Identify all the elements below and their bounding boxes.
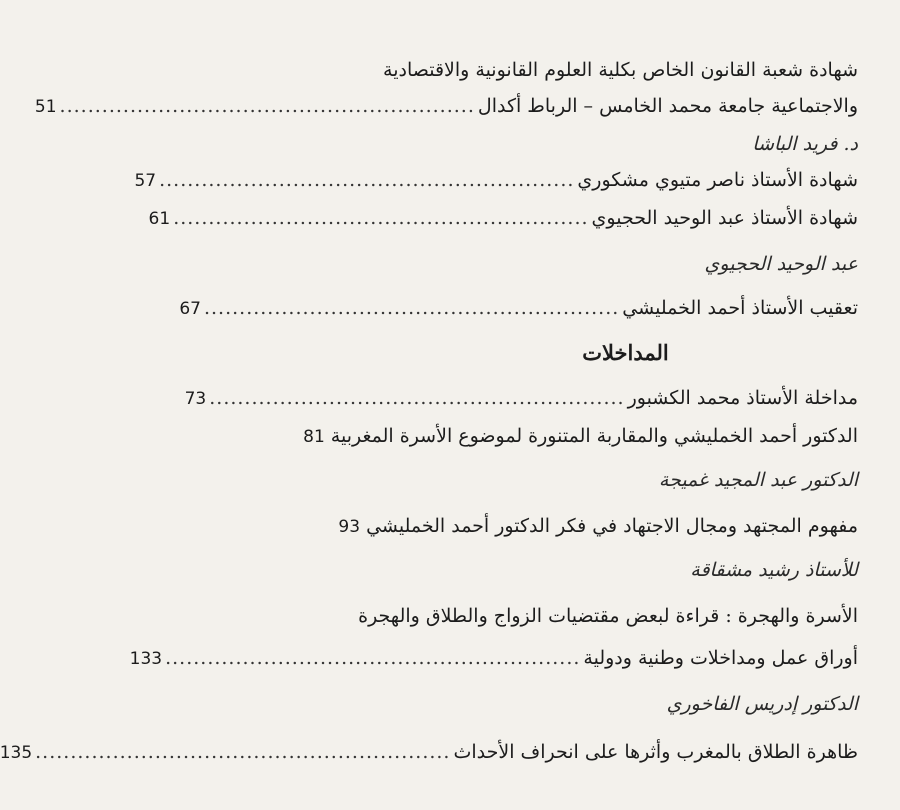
entry-title: شهادة الأستاذ عبد الوحيد الحجيوي [591,207,858,229]
toc-line [381,56,858,84]
author-line [381,250,858,278]
section-title: المداخلات [582,340,669,365]
entry-title: ظاهرة الطلاق بالمغرب وأثرها على انحراف الأحداث [453,741,858,763]
toc-line [358,602,858,630]
author-name: د. فريد الباشا [752,133,858,155]
page-number: 67 [179,299,201,319]
entry-title: مفهوم المجتهد ومجال الاجتهاد في فكر الدكتور أحمد الخمليشي [366,515,858,537]
entry-title: شهادة شعبة القانون الخاص بكلية العلوم القانونية والاقتصادية [383,59,858,81]
page-number: 73 [184,389,207,409]
dot-leader: ........................................................... [159,169,575,191]
page-number: 93 [338,517,361,537]
toc-entry[interactable] [129,644,858,673]
author-line [381,690,858,718]
page-number: 61 [148,209,171,229]
page-number: 135 [0,743,33,763]
author-line [381,556,858,584]
entry-title: الأسرة والهجرة : قراءة لبعض مقتضيات الزواج والطلاق والهجرة [358,605,858,627]
entry-title: والاجتماعية جامعة محمد الخامس – الرباط أكدال [477,95,858,117]
author-line [381,130,858,158]
toc-entry[interactable] [34,92,858,121]
author-name: عبد الوحيد الحجيوي [704,253,858,275]
dot-leader: ........................................................... [203,297,620,319]
entry-title: تعقيب الأستاذ أحمد الخمليشي [622,297,858,319]
entry-title: شهادة الأستاذ ناصر متيوي مشكوري [577,169,858,191]
page-number: 57 [134,171,157,191]
entry-title: أوراق عمل ومداخلات وطنية ودولية [583,647,858,669]
toc-entry[interactable] [184,384,858,413]
page-number: 133 [129,649,163,669]
author-name: للأستاذ رشيد مشقاقة [690,559,858,581]
entry-title: مداخلة الأستاذ محمد الكشبور [627,387,858,409]
author-name: الدكتور إدريس الفاخوري [666,693,858,715]
dot-leader: ........................................................... [35,741,451,763]
page-number: 81 [303,427,325,447]
page-number: 51 [34,97,57,117]
toc-entry[interactable] [0,738,858,767]
author-name: الدكتور عبد المجيد غميجة [658,469,858,491]
toc-entry[interactable] [303,422,858,451]
dot-leader: ........................................................... [165,647,581,669]
toc-entry[interactable] [338,512,858,541]
dot-leader: ........................................................... [173,207,589,229]
toc-entry[interactable] [134,166,858,195]
dot-leader: ........................................................... [59,95,475,117]
toc-entry[interactable] [148,204,858,233]
author-line [381,466,858,494]
dot-leader: ........................................................... [209,387,625,409]
entry-title: الدكتور أحمد الخمليشي والمقاربة المتنورة لموضوع الأسرة المغربية [330,425,858,447]
toc-entry[interactable] [179,294,858,323]
